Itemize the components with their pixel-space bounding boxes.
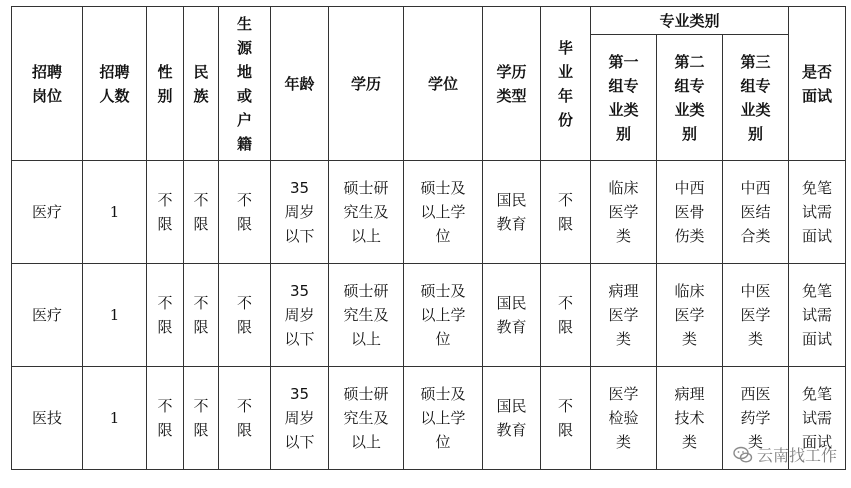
header-origin: 生源地或户籍 [219, 7, 271, 161]
cell-age: 35周岁以下 [271, 161, 329, 264]
header-education: 学历 [329, 7, 404, 161]
cell-grad-year: 不限 [541, 264, 591, 367]
header-group3: 第三组专业类别 [723, 35, 789, 161]
cell-group2: 临床医学类 [657, 264, 723, 367]
cell-age: 35周岁以下 [271, 264, 329, 367]
cell-count: 1 [83, 161, 147, 264]
cell-group3: 中西医结合类 [723, 161, 789, 264]
cell-position: 医技 [12, 367, 83, 470]
cell-interview: 免笔试需面试 [789, 264, 846, 367]
cell-gender: 不限 [147, 367, 184, 470]
cell-degree: 硕士及以上学位 [404, 161, 483, 264]
cell-degree: 硕士及以上学位 [404, 367, 483, 470]
table-row [12, 264, 846, 367]
watermark-text: 云南找工作 [756, 446, 837, 465]
cell-age: 35周岁以下 [271, 367, 329, 470]
cell-group3: 中医医学类 [723, 264, 789, 367]
cell-position: 医疗 [12, 161, 83, 264]
cell-group2: 中西医骨伤类 [657, 161, 723, 264]
cell-ethnicity: 不限 [184, 367, 219, 470]
cell-ethnicity: 不限 [184, 161, 219, 264]
table-row [12, 161, 846, 264]
cell-position: 医疗 [12, 264, 83, 367]
cell-interview: 免笔试需面试 [789, 161, 846, 264]
cell-origin: 不限 [219, 161, 271, 264]
cell-edu-type: 国民教育 [483, 264, 541, 367]
cell-edu-type: 国民教育 [483, 161, 541, 264]
cell-count: 1 [83, 367, 147, 470]
header-count: 招聘人数 [83, 7, 147, 161]
cell-group1: 医学检验类 [591, 367, 657, 470]
header-degree: 学位 [404, 7, 483, 161]
header-edu-type: 学历类型 [483, 7, 541, 161]
header-ethnicity: 民族 [184, 7, 219, 161]
cell-grad-year: 不限 [541, 367, 591, 470]
cell-group1: 病理医学类 [591, 264, 657, 367]
cell-ethnicity: 不限 [184, 264, 219, 367]
header-gender: 性别 [147, 7, 184, 161]
cell-grad-year: 不限 [541, 161, 591, 264]
cell-education: 硕士研究生及以上 [329, 264, 404, 367]
cell-interview: 免笔试需面试 [789, 367, 846, 470]
recruitment-table [11, 6, 846, 470]
cell-edu-type: 国民教育 [483, 367, 541, 470]
header-major-group: 专业类别 [591, 7, 789, 35]
cell-group3: 西医药学类 [723, 367, 789, 470]
header-age: 年龄 [271, 7, 329, 161]
watermark [733, 443, 837, 466]
cell-degree: 硕士及以上学位 [404, 264, 483, 367]
header-interview: 是否面试 [789, 7, 846, 161]
wechat-icon [733, 445, 753, 465]
header-position: 招聘岗位 [12, 7, 83, 161]
cell-group1: 临床医学类 [591, 161, 657, 264]
cell-education: 硕士研究生及以上 [329, 367, 404, 470]
header-group1: 第一组专业类别 [591, 35, 657, 161]
header-grad-year: 毕业年份 [541, 7, 591, 161]
header-group2: 第二组专业类别 [657, 35, 723, 161]
cell-group2: 病理技术类 [657, 367, 723, 470]
cell-count: 1 [83, 264, 147, 367]
cell-gender: 不限 [147, 161, 184, 264]
table-row [12, 367, 846, 470]
cell-education: 硕士研究生及以上 [329, 161, 404, 264]
header-row-top [12, 7, 846, 35]
cell-gender: 不限 [147, 264, 184, 367]
cell-origin: 不限 [219, 264, 271, 367]
cell-origin: 不限 [219, 367, 271, 470]
